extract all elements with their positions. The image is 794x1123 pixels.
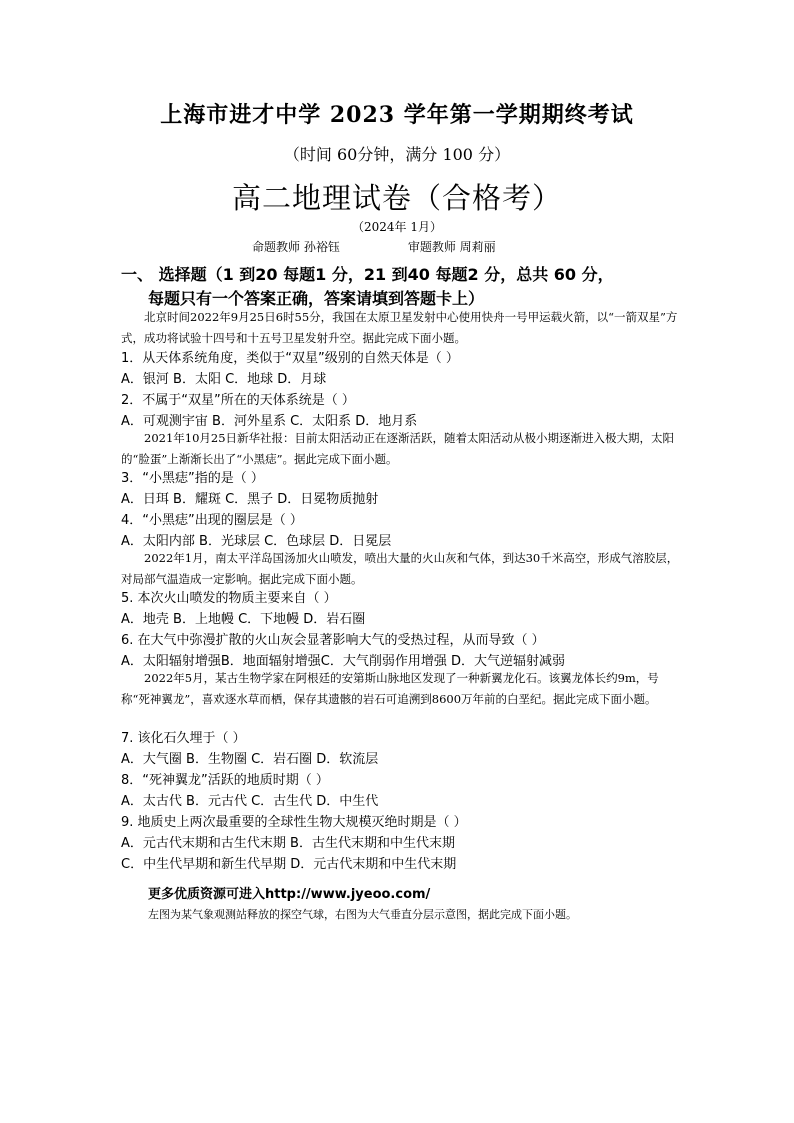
passage-2: 2021年10月25日新华社报：目前太阳活动正在逐渐活跃，随着太阳活动从极小期逐渐进入极大期，太阳的“脸蛋”上渐渐长出了“小黑痣”。据此完成下面小题。 bbox=[121, 431, 675, 466]
question-7-options: A．大气圈 B．生物圈 C．岩石圈 D．软流层 bbox=[121, 752, 379, 767]
section-heading-line1: 一、 选择题（1 到20 每题1 分，21 到40 每题2 分，总共 60 分， bbox=[121, 265, 614, 284]
question-2: 2．不属于“双星”所在的天体系统是（ ） bbox=[121, 393, 355, 408]
question-9-options-ab: A．元古代末期和古生代末期 B．古生代末期和中生代末期 bbox=[121, 836, 455, 851]
passage-3: 2022年1月，南太平洋岛国汤加火山喷发，喷出大量的火山灰和气体，到达30千米高空，形成气溶胶层，对局部气温造成一定影响。据此完成下面小题。 bbox=[121, 551, 679, 586]
section-heading-line2: 每题只有一个答案正确，答案请填到答题卡上） bbox=[148, 289, 485, 308]
exam-title: 高二地理试卷（合格考） bbox=[231, 181, 562, 215]
question-8-options: A．太古代 B．元古代 C．古生代 D．中生代 bbox=[121, 794, 379, 809]
passage-1: 北京时间2022年9月25日6时55分，我国在太原卫星发射中心使用快舟一号甲运载火箭，以“一箭双星”方式，成功将试验十四号和十五号卫星发射升空。据此完成下面小题。 bbox=[121, 310, 678, 345]
question-8: 8．“死神翼龙”活跃的地质时期（ ） bbox=[121, 773, 329, 788]
exam-date: （2024年 1月） bbox=[352, 220, 442, 234]
question-6: 6. 在大气中弥漫扩散的火山灰会显著影响大气的受热过程，从而导致（ ） bbox=[121, 633, 545, 648]
author-teacher: 命题教师 孙裕钰 bbox=[252, 240, 340, 254]
question-9-options-cd: C．中生代早期和新生代早期 D．元古代末期和中生代末期 bbox=[121, 857, 457, 872]
question-7: 7. 该化石久埋于（ ） bbox=[121, 731, 246, 746]
question-2-options: A．可观测宇宙 B．河外星系 C．太阳系 D．地月系 bbox=[121, 414, 418, 429]
question-9: 9. 地质史上两次最重要的全球性生物大规模灭绝时期是（ ） bbox=[121, 815, 467, 830]
school-exam-title: 上海市进才中学 2023 学年第一学期期终考试 bbox=[160, 102, 634, 128]
question-4: 4．“小黑痣”出现的圈层是（ ） bbox=[121, 513, 303, 528]
question-3: 3．“小黑痣”指的是（ ） bbox=[121, 471, 264, 486]
question-5-options: A．地壳 B．上地幔 C．下地幔 D．岩石圈 bbox=[121, 612, 366, 627]
question-6-options: A．太阳辐射增强B．地面辐射增强C．大气削弱作用增强 D．大气逆辐射减弱 bbox=[121, 654, 566, 669]
time-info: （时间 60分钟，满分 100 分） bbox=[283, 145, 511, 164]
question-5: 5. 本次火山喷发的物质主要来自（ ） bbox=[121, 591, 337, 606]
question-1: 1．从天体系统角度，类似于“双星”级别的自然天体是（ ） bbox=[121, 351, 459, 366]
reviewer-teacher: 审题教师 周莉丽 bbox=[407, 240, 496, 254]
resource-link[interactable]: 更多优质资源可进入http://www.jyeoo.com/ bbox=[148, 887, 431, 902]
passage-4: 2022年5月，某古生物学家在阿根廷的安第斯山脉地区发现了一种新翼龙化石。该翼龙体长约9m，号称“死神翼龙”，喜欢逐水草而栖，保存其遗骸的岩石可追溯到8600万年前的白垩纪。据此完成下面小题。 bbox=[121, 671, 659, 706]
question-3-options: A．日珥 B．耀斑 C．黑子 D．日冕物质抛射 bbox=[121, 492, 379, 507]
question-4-options: A．太阳内部 B．光球层 C．色球层 D．日冕层 bbox=[121, 534, 392, 549]
teachers-line bbox=[252, 238, 496, 255]
next-passage-intro: 左图为某气象观测站释放的探空气球，右图为大气垂直分层示意图，据此完成下面小题。 bbox=[148, 908, 577, 921]
question-1-options: A．银河 B．太阳 C．地球 D．月球 bbox=[121, 372, 327, 387]
